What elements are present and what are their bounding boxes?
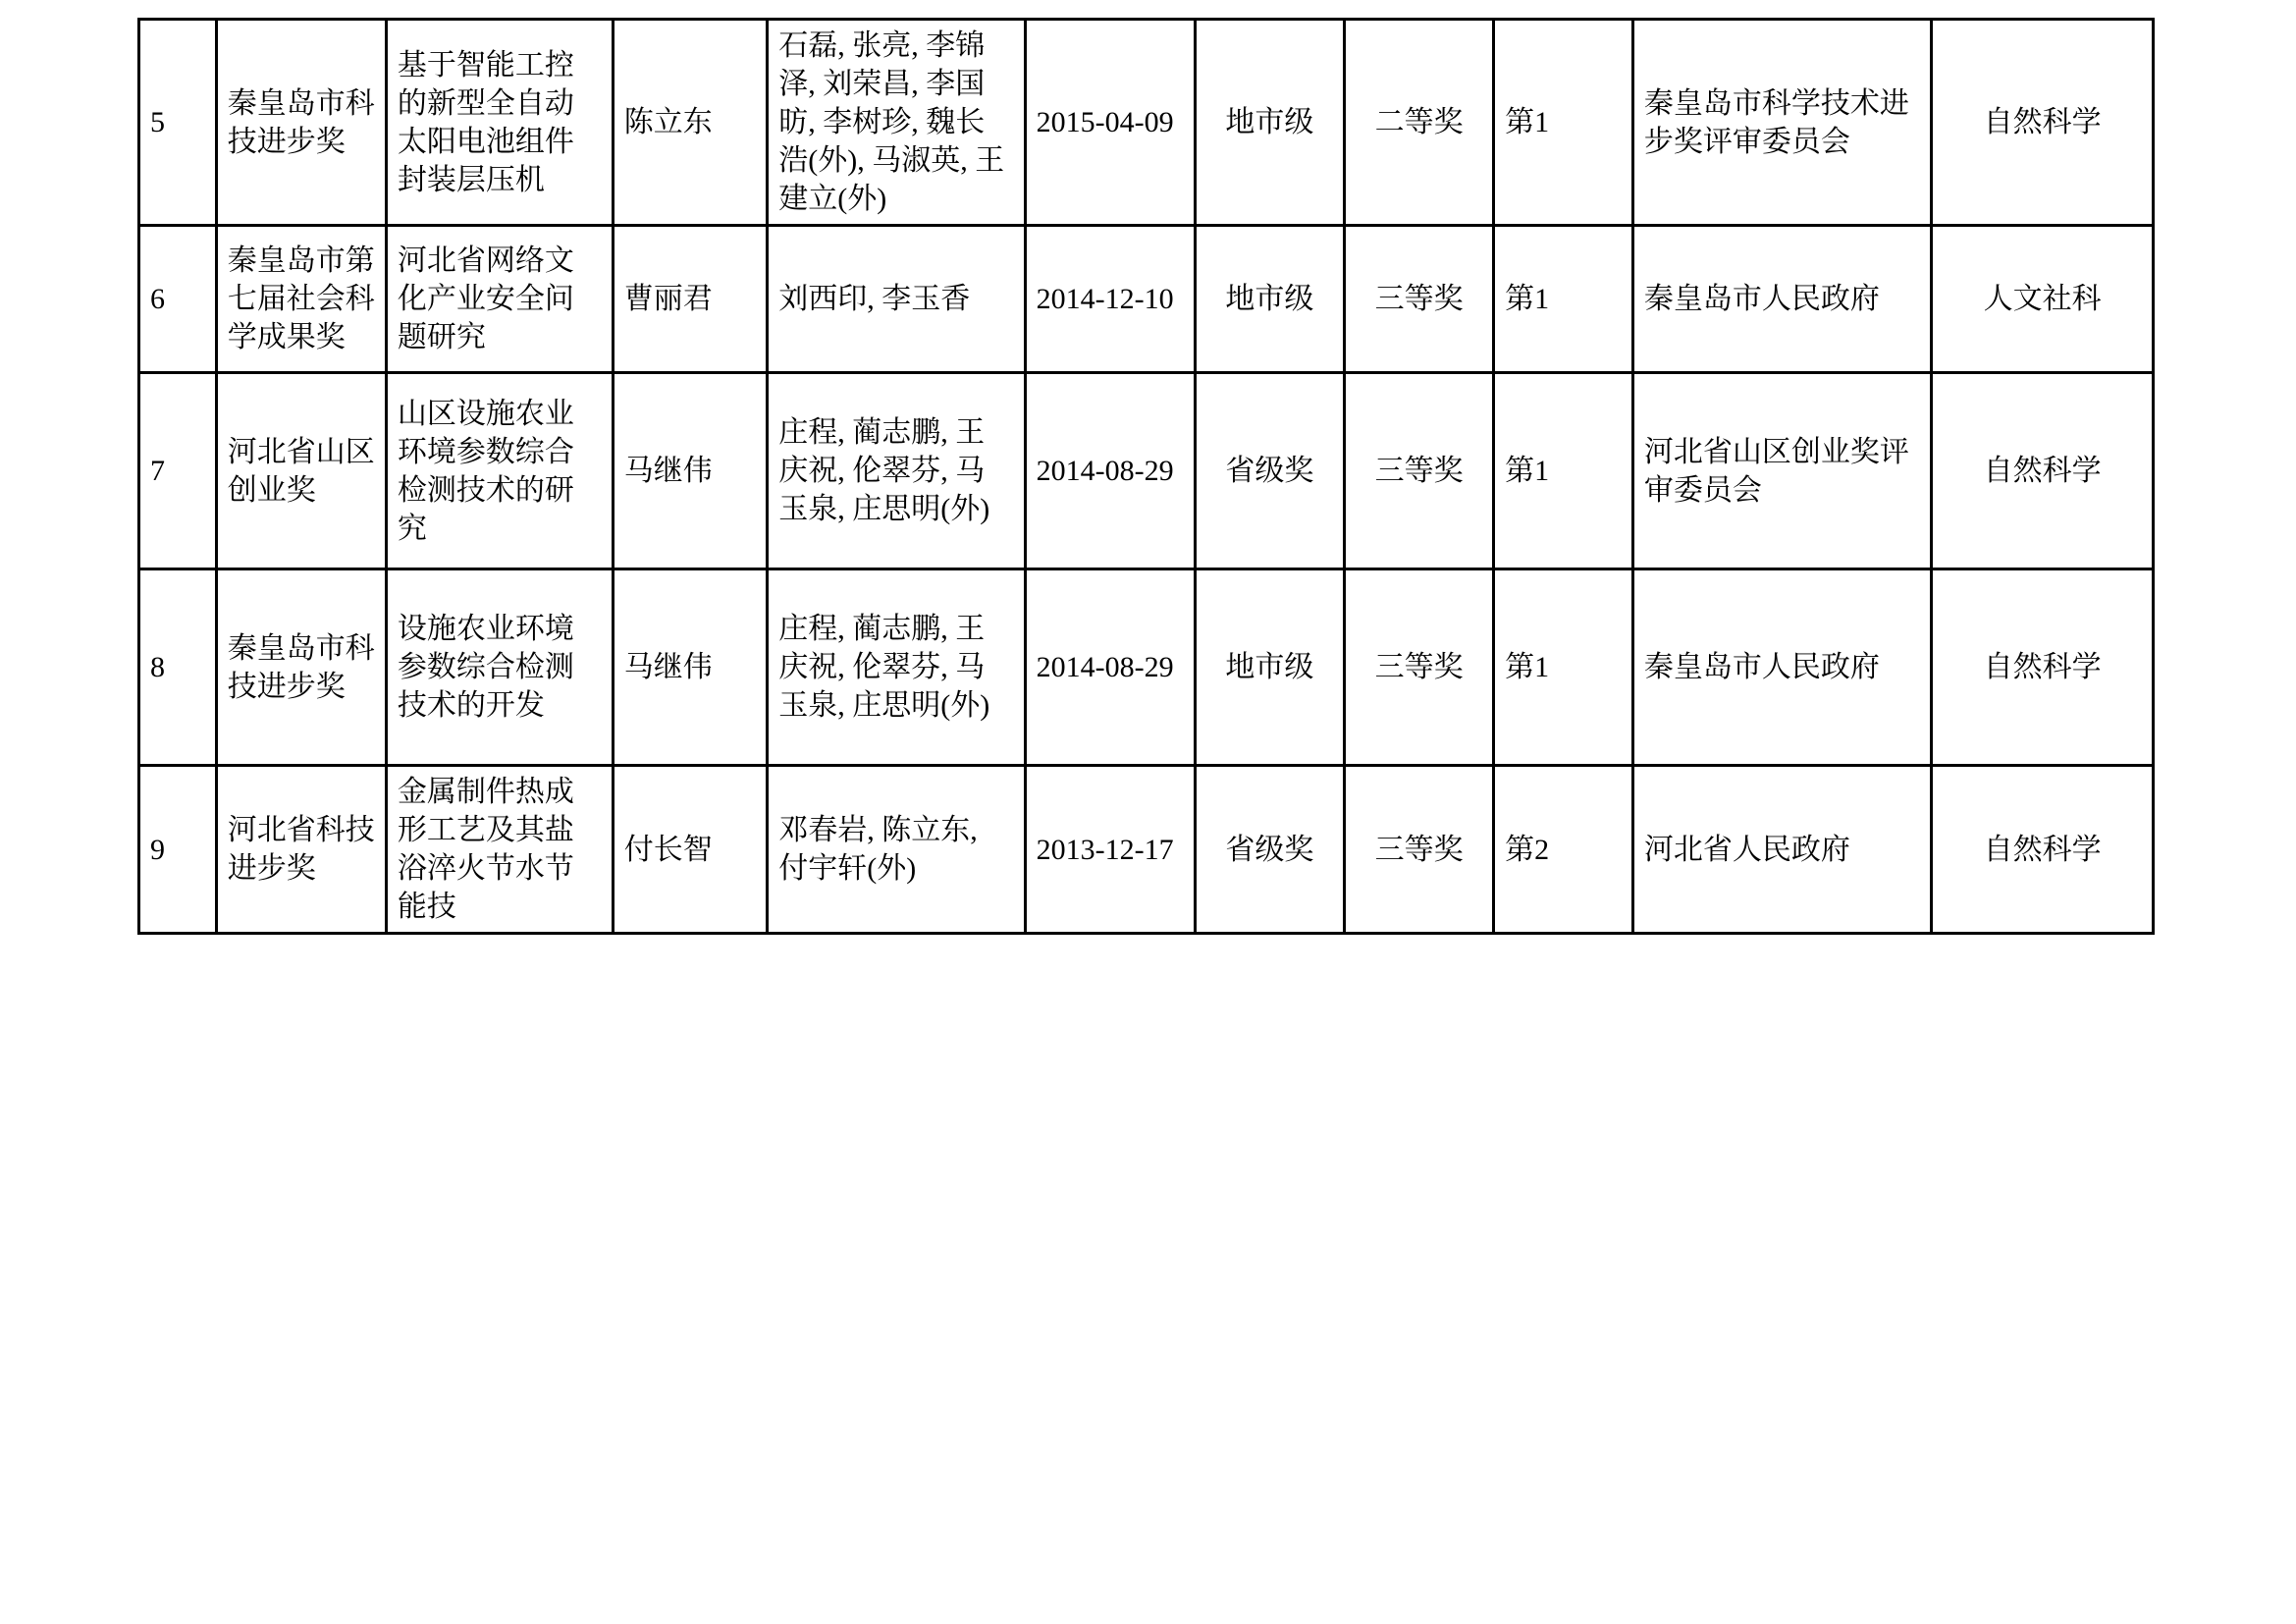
table-row — [139, 569, 2154, 766]
table-row — [139, 226, 2154, 373]
cell-organization: 河北省人民政府 — [1632, 766, 1931, 934]
cell-achievement: 山区设施农业环境参数综合检测技术的研究 — [386, 373, 613, 569]
cell-category: 自然科学 — [1932, 766, 2154, 934]
cell-achievement: 基于智能工控的新型全自动太阳电池组件封装层压机 — [386, 20, 613, 226]
cell-rank: 第2 — [1494, 766, 1633, 934]
cell-members: 庄程, 蔺志鹏, 王庆祝, 伦翠芬, 马玉泉, 庄思明(外) — [768, 569, 1025, 766]
cell-date: 2014-08-29 — [1025, 569, 1195, 766]
cell-award-name: 河北省科技进步奖 — [216, 766, 386, 934]
cell-achievement: 设施农业环境参数综合检测技术的开发 — [386, 569, 613, 766]
cell-achievement: 河北省网络文化产业安全问题研究 — [386, 226, 613, 373]
cell-category: 人文社科 — [1932, 226, 2154, 373]
cell-members: 邓春岩, 陈立东, 付宇轩(外) — [768, 766, 1025, 934]
award-table — [137, 18, 2155, 935]
cell-index: 5 — [139, 20, 217, 226]
cell-achievement: 金属制件热成形工艺及其盐浴淬火节水节能技 — [386, 766, 613, 934]
cell-category: 自然科学 — [1932, 373, 2154, 569]
table-row — [139, 766, 2154, 934]
cell-grade: 三等奖 — [1344, 766, 1493, 934]
cell-date: 2014-12-10 — [1025, 226, 1195, 373]
cell-category: 自然科学 — [1932, 20, 2154, 226]
cell-level: 省级奖 — [1195, 766, 1344, 934]
cell-date: 2014-08-29 — [1025, 373, 1195, 569]
cell-award-name: 河北省山区创业奖 — [216, 373, 386, 569]
table-row — [139, 20, 2154, 226]
cell-rank: 第1 — [1494, 20, 1633, 226]
cell-members: 石磊, 张亮, 李锦泽, 刘荣昌, 李国昉, 李树珍, 魏长浩(外), 马淑英, 王建立(外) — [768, 20, 1025, 226]
table-row — [139, 373, 2154, 569]
cell-organization: 秦皇岛市人民政府 — [1632, 226, 1931, 373]
cell-index: 8 — [139, 569, 217, 766]
cell-members: 刘西印, 李玉香 — [768, 226, 1025, 373]
cell-level: 地市级 — [1195, 226, 1344, 373]
cell-grade: 三等奖 — [1344, 226, 1493, 373]
cell-leader: 陈立东 — [613, 20, 767, 226]
cell-level: 地市级 — [1195, 569, 1344, 766]
cell-leader: 马继伟 — [613, 569, 767, 766]
cell-leader: 付长智 — [613, 766, 767, 934]
cell-grade: 三等奖 — [1344, 569, 1493, 766]
cell-organization: 秦皇岛市科学技术进步奖评审委员会 — [1632, 20, 1931, 226]
cell-rank: 第1 — [1494, 373, 1633, 569]
cell-rank: 第1 — [1494, 226, 1633, 373]
cell-award-name: 秦皇岛市科技进步奖 — [216, 569, 386, 766]
cell-grade: 三等奖 — [1344, 373, 1493, 569]
cell-award-name: 秦皇岛市第七届社会科学成果奖 — [216, 226, 386, 373]
cell-level: 地市级 — [1195, 20, 1344, 226]
cell-date: 2015-04-09 — [1025, 20, 1195, 226]
cell-award-name: 秦皇岛市科技进步奖 — [216, 20, 386, 226]
cell-date: 2013-12-17 — [1025, 766, 1195, 934]
cell-leader: 马继伟 — [613, 373, 767, 569]
cell-level: 省级奖 — [1195, 373, 1344, 569]
cell-organization: 河北省山区创业奖评审委员会 — [1632, 373, 1931, 569]
cell-index: 9 — [139, 766, 217, 934]
cell-grade: 二等奖 — [1344, 20, 1493, 226]
cell-index: 7 — [139, 373, 217, 569]
cell-index: 6 — [139, 226, 217, 373]
cell-leader: 曹丽君 — [613, 226, 767, 373]
cell-category: 自然科学 — [1932, 569, 2154, 766]
cell-organization: 秦皇岛市人民政府 — [1632, 569, 1931, 766]
cell-rank: 第1 — [1494, 569, 1633, 766]
cell-members: 庄程, 蔺志鹏, 王庆祝, 伦翠芬, 马玉泉, 庄思明(外) — [768, 373, 1025, 569]
